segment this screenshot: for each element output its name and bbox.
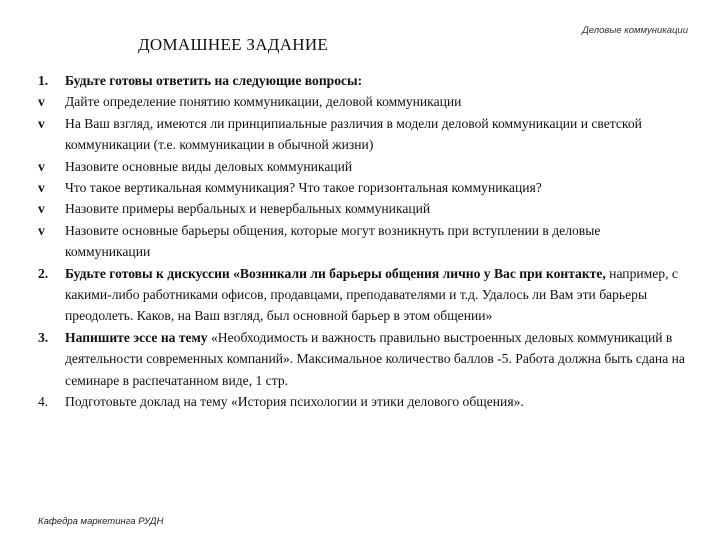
item-rest-text: «Необходимость и важность правильно выстроенных деловых коммуникаций в деятельности современных компаний». Максимальное количество баллов -5. Работа должна быть сдана на семинаре в распечатанном виде, 1 стр. [65, 329, 685, 388]
item-bold-text: Будьте готовы ответить на следующие вопросы: [65, 73, 363, 88]
course-header: Деловые коммуникации [582, 25, 688, 36]
bullet-icon: v [38, 94, 45, 110]
bullet-icon: v [38, 180, 45, 196]
bullet-icon: v [38, 115, 45, 131]
item-text: Что такое вертикальная коммуникация? Что такое горизонтальная коммуникация? [65, 180, 542, 196]
footer-department: Кафедра маркетинга РУДН [38, 516, 164, 527]
item-text [65, 263, 688, 327]
item-number: 2. [38, 265, 49, 281]
item-rest-text: например, с какими-либо работниками офисов, продавцами, преподавателями и т.д. Удалось ли Вам эти барьеры преодолеть. Каков, на Ваш взгляд, был основной барьер в этом общении» [65, 265, 678, 324]
item-number: 1. [38, 73, 49, 88]
item-text: На Ваш взгляд, имеются ли принципиальные различия в модели деловой коммуникации и светской коммуникации (т.е. коммуникации в обычной жизни) [65, 115, 642, 153]
list-item [38, 113, 688, 156]
assignment-list [38, 70, 688, 413]
list-item [38, 198, 688, 219]
list-item-1 [38, 70, 688, 91]
bullet-icon: v [38, 158, 45, 174]
list-item [38, 177, 688, 198]
item-text [65, 327, 688, 391]
item-text: Назовите примеры вербальных и невербальных коммуникаций [65, 201, 431, 217]
item-text: Дайте определение понятию коммуникации, деловой коммуникации [65, 94, 462, 110]
list-item [38, 91, 688, 112]
item-bold-text: Напишите эссе на тему [65, 329, 208, 345]
page-title: ДОМАШНЕЕ ЗАДАНИЕ [138, 35, 329, 54]
item-number: 4. [38, 394, 49, 410]
list-item-4 [38, 391, 688, 412]
item-bold-text: Будьте готовы к дискуссии «Возникали ли барьеры общения лично у Вас при контакте, [65, 265, 606, 281]
list-item [38, 156, 688, 177]
item-text: Назовите основные барьеры общения, которые могут возникнуть при вступлении в деловые коммуникации [65, 222, 601, 260]
bullet-icon: v [38, 222, 45, 238]
list-item [38, 220, 688, 263]
item-number: 3. [38, 329, 49, 345]
item-text [65, 70, 688, 91]
item-text: Назовите основные виды деловых коммуникаций [65, 158, 353, 174]
item-text: Подготовьте доклад на тему «История психологии и этики делового общения». [65, 394, 524, 410]
bullet-icon: v [38, 201, 45, 217]
list-item-2 [38, 263, 688, 327]
list-item-3 [38, 327, 688, 391]
